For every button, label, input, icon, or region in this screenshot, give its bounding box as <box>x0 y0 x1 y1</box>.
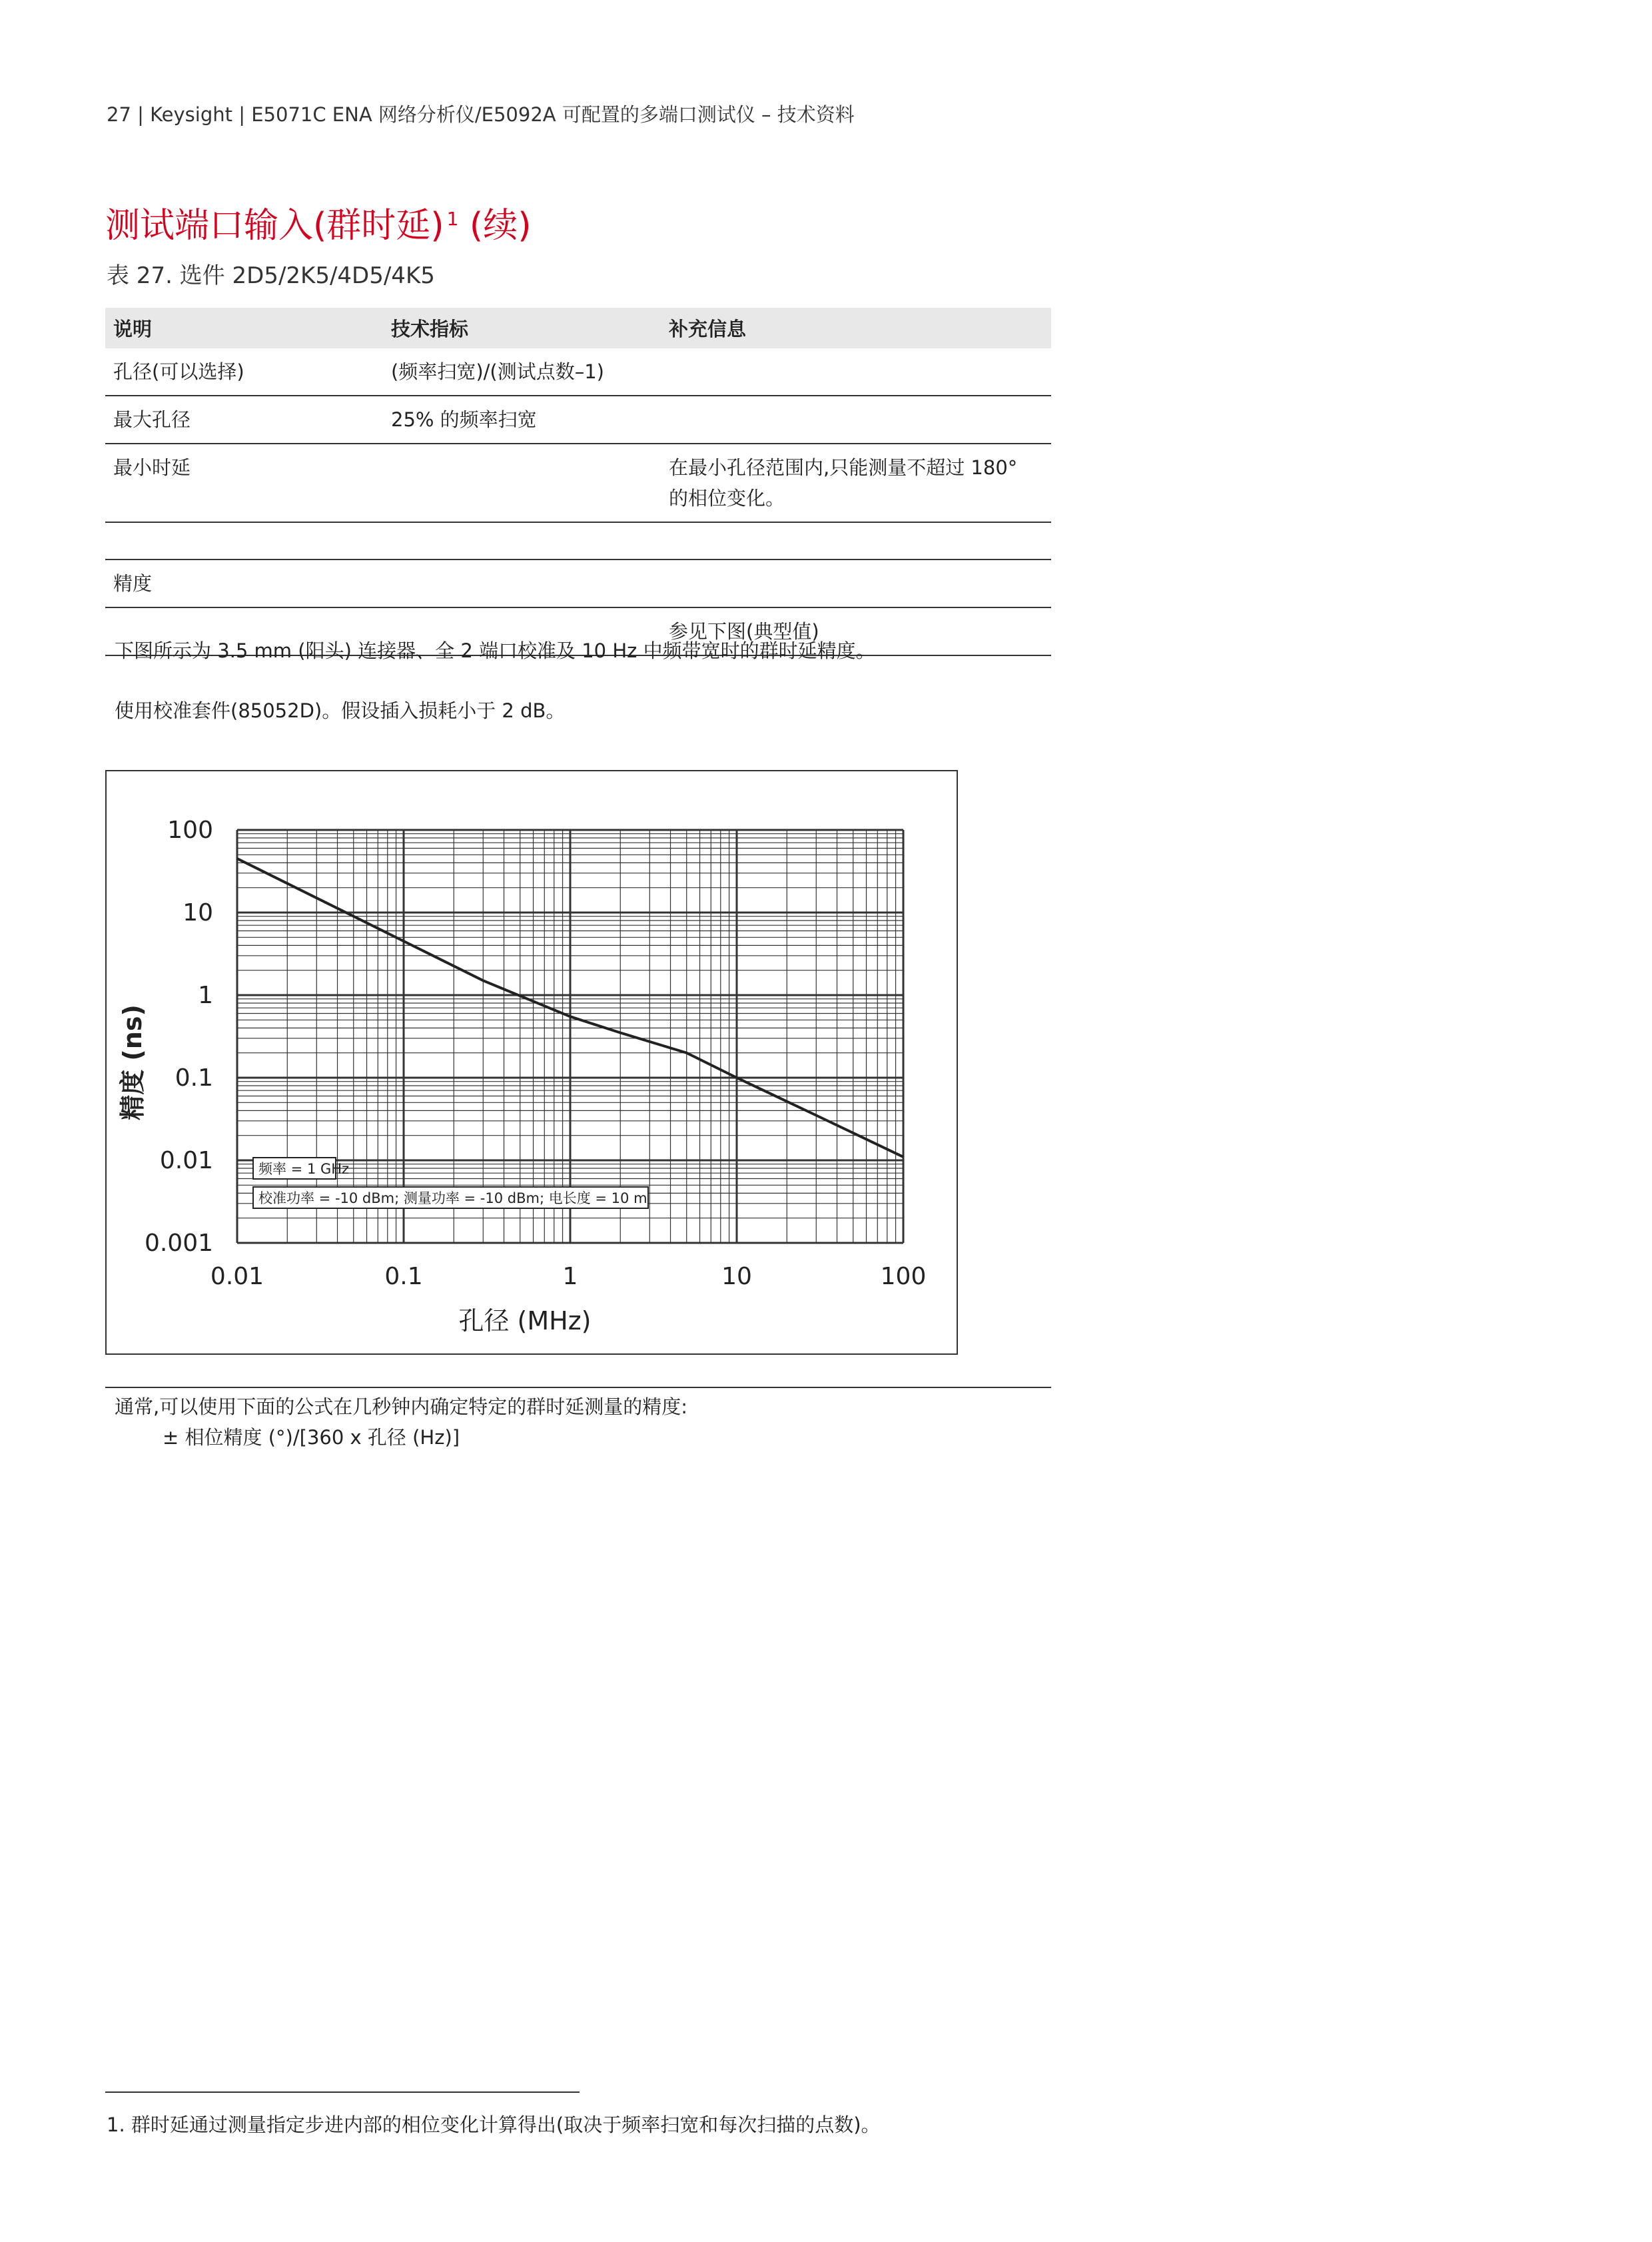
table-cell: 参见下图(典型值) <box>661 607 1051 655</box>
chart-description <box>105 636 1051 665</box>
formula-block <box>105 1392 1051 1453</box>
y-tick-label: 0.001 <box>144 1230 213 1257</box>
note-line: 下图所示为 3.5 mm (阳头) 连接器、全 2 端口校准及 10 Hz 中频带宽时的群时延精度。 <box>115 639 875 662</box>
y-tick-label: 10 <box>183 899 213 927</box>
table-cell: 最大孔径 <box>105 396 383 444</box>
table-cell <box>383 522 661 560</box>
table-cell: 精度 <box>105 560 383 607</box>
footnote-ref[interactable]: 1 <box>446 207 459 230</box>
footnote: 1. 群时延通过测量指定步进内部的相位变化计算得出(取决于频率扫宽和每次扫描的点数)。 <box>107 2113 881 2136</box>
annotation-conditions <box>253 1187 648 1208</box>
table-cell: 在最小孔径范围内,只能测量不超过 180° 的相位变化。 <box>661 444 1051 522</box>
x-tick-label: 0.01 <box>210 1263 264 1290</box>
y-tick-label: 1 <box>198 982 213 1009</box>
table-cell: (频率扫宽)/(测试点数–1) <box>383 348 661 396</box>
table-cell <box>661 348 1051 396</box>
annotation-text: 频率 = 1 GHz <box>258 1161 350 1177</box>
x-tick-label: 1 <box>562 1263 578 1290</box>
annotation-frequency <box>253 1158 349 1179</box>
table-cell: 孔径(可以选择) <box>105 348 383 396</box>
formula-intro: 通常,可以使用下面的公式在几秒钟内确定特定的群时延测量的精度: <box>115 1395 687 1418</box>
section-title-suffix: (续) <box>458 206 532 246</box>
chart-description-2 <box>105 696 1051 725</box>
column-header-supplemental: 补充信息 <box>661 308 1051 348</box>
table-cell <box>105 522 383 560</box>
x-axis-label: 孔径 (MHz) <box>458 1306 592 1335</box>
chart-frame <box>105 770 958 1355</box>
table-row <box>105 348 1051 396</box>
table-row <box>105 444 1051 522</box>
table-row <box>105 522 1051 560</box>
table-cell <box>383 560 661 607</box>
y-axis-label: 精度 (ns) <box>118 1004 147 1120</box>
y-tick-label: 0.1 <box>175 1064 213 1092</box>
table-cell <box>661 396 1051 444</box>
annotation-text: 校准功率 = -10 dBm; 测量功率 = -10 dBm; 电长度 = 10 m <box>258 1190 647 1206</box>
group-delay-chart <box>107 771 957 1353</box>
x-tick-label: 10 <box>721 1263 752 1290</box>
table-cell <box>661 560 1051 607</box>
page-header: 27 | Keysight | E5071C ENA 网络分析仪/E5092A 可配置的多端口测试仪 – 技术资料 <box>107 103 855 126</box>
table-cell: 最小时延 <box>105 444 383 522</box>
table-cell <box>383 444 661 522</box>
spec-table <box>105 308 1051 656</box>
x-tick-label: 0.1 <box>384 1263 423 1290</box>
table-cell: 25% 的频率扫宽 <box>383 396 661 444</box>
table-row <box>105 560 1051 607</box>
section-title <box>105 197 532 247</box>
formula-expression: ± 相位精度 (°)/[360 x 孔径 (Hz)] <box>163 1426 460 1449</box>
x-tick-label: 100 <box>880 1263 927 1290</box>
table-caption: 表 27. 选件 2D5/2K5/4D5/4K5 <box>107 262 435 289</box>
table-header-row <box>105 308 1051 348</box>
section-title-text: 测试端口输入(群时延) <box>105 206 444 246</box>
footnote-divider <box>105 2091 580 2093</box>
table-cell <box>661 522 1051 560</box>
column-header-spec: 技术指标 <box>383 308 661 348</box>
table-row <box>105 396 1051 444</box>
chart-grid <box>237 830 903 1243</box>
column-header-description: 说明 <box>105 308 383 348</box>
divider <box>105 1387 1051 1388</box>
y-tick-label: 0.01 <box>159 1147 213 1174</box>
y-tick-label: 100 <box>167 817 213 844</box>
note-line: 使用校准套件(85052D)。假设插入损耗小于 2 dB。 <box>115 699 566 722</box>
